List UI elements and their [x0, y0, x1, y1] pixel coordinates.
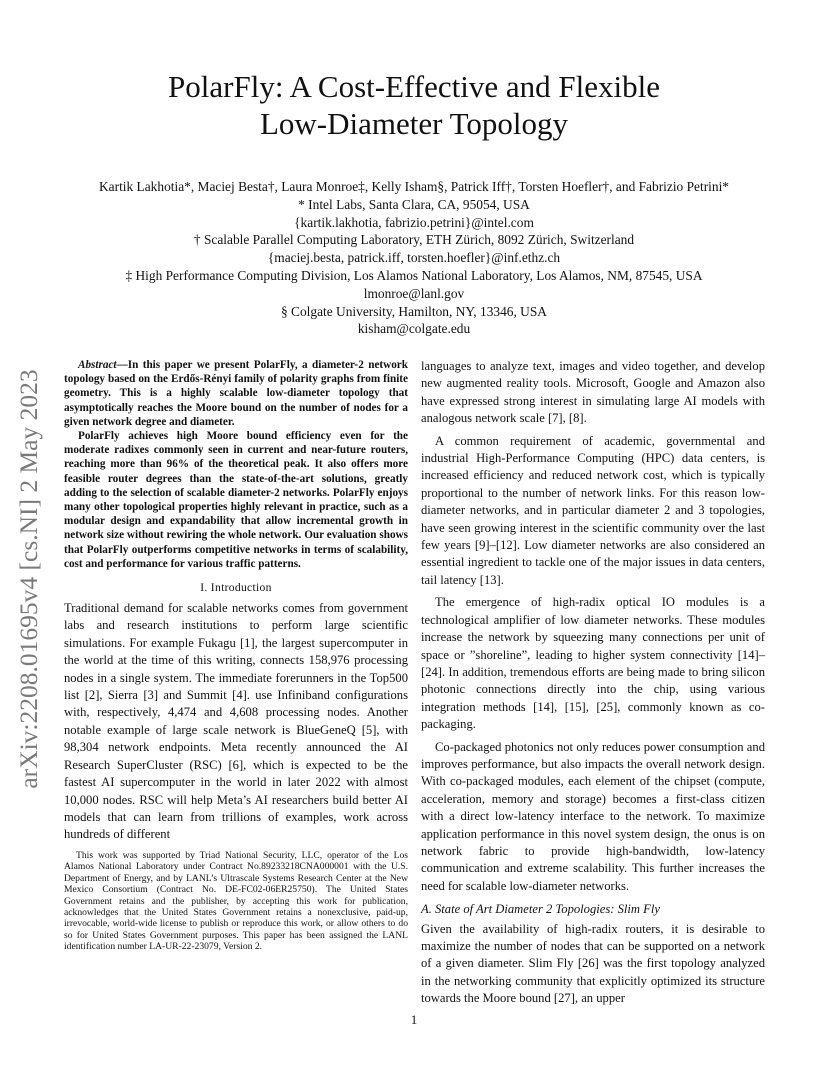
intro-paragraph-continued: languages to analyze text, images and video together, and develop new augmented reality tools. Microsoft, Google and Amazon also have expressed strong interest in simulating large AI models with analogous network scale [7], [8]. — [421, 359, 765, 426]
email-lanl: lmonroe@lanl.gov — [363, 285, 465, 301]
right-column — [421, 358, 765, 1013]
page-number: 1 — [410, 1013, 418, 1027]
abstract — [64, 358, 408, 571]
intro-paragraph-4: Co-packaged photonics not only reduces power consumption and improves performance, but also impacts the overall network design. With co-packaged modules, each element of the chipset (compute, acceleration, memory and storage) becomes a first-class citizen with a direct low-latency interface to the network. To maximize application performance in this novel system design, the onus is on network fabric to provide high-bandwidth, low-latency communication and extreme scalability. This further increases the need for scalable low-diameter networks. — [421, 739, 765, 893]
intro-paragraph-3: The emergence of high-radix optical IO modules is a technological amplifier of low diameter networks. These modules increase the network by squeezing many connections per unit of space or ”shoreline”, leading to higher system connectivity [14]–[24]. In addition, tremendous efforts are being made to bring silicon photonic connections directly into the chip, using various integration methods [14], [15], [25], commonly known as co-packaging. — [421, 595, 765, 732]
author-list: Kartik Lakhotia*, Maciej Besta†, Laura Monroe‡, Kelly Isham§, Patrick Iff†, Torsten Hoefler†, and Fabrizio Petrini* — [99, 179, 729, 194]
arxiv-stamp — [13, 294, 45, 864]
affiliation-intel: * Intel Labs, Santa Clara, CA, 95054, USA — [298, 196, 530, 212]
affiliation-eth: † Scalable Parallel Computing Laboratory, ETH Zürich, 8092 Zürich, Switzerland — [193, 232, 635, 248]
paper-title — [0, 68, 828, 142]
introduction-body-right — [421, 358, 765, 1008]
funding-footnote: This work was supported by Triad National Security, LLC, operator of the Los Alamos National Laboratory under Contract No.89233218CNA000001 with the U.S. Department of Energy, and by LANL’s Ultrascale Systems Research Center at the New Mexico Consortium (Contract No. DE-FC02-06ER25750). The United States Government retains and the publisher, by accepting this work for publication, acknowledges that the United States Government retains a nonexclusive, paid-up, irrevocable, world-wide license to publish or reproduce this work, or allow others to do so for United States Government purposes. This paper has been assigned the LANL identification number LA-UR-22-23079, Version 2. — [64, 850, 408, 953]
intro-paragraph-2: A common requirement of academic, governmental and industrial High-Performance Computing (HPC) data centers, is increased efficiency and reduced network cost, which is typically proportional to the number of network links. For this reason low-diameter networks, and in particular diameter 2 and 3 topologies, have seen growing interest in the scientific community over the last few years [9]–[12]. Low diameter networks are also considered an essential ingredient to tackle one of the major issues in data centers, tail latency [13]. — [421, 433, 765, 587]
affiliation-lanl: ‡ High Performance Computing Division, Los Alamos National Laboratory, Los Alamos, NM, 87545, USA — [125, 267, 703, 283]
subsection-paragraph-1: Given the availability of high-radix routers, it is desirable to maximize the number of nodes that can be supported on a network of a given diameter. Slim Fly [26] was the first topology analyzed in the networking community that explicitly optimized its structure towards the Moore bound [27], an upper — [421, 921, 765, 1006]
introduction-body-left — [64, 600, 408, 844]
title-line-2: Low-Diameter Topology — [259, 106, 569, 141]
title-line-1: PolarFly: A Cost-Effective and Flexible — [168, 69, 660, 104]
email-intel: {kartik.lakhotia, fabrizio.petrini}@intel.com — [294, 214, 534, 230]
abstract-text-1: —In this paper we present PolarFly, a diameter-2 network topology based on the Erdős-Rényi family of polarity graphs from finite geometry. This is a highly scalable low-diameter topology that asymptotically reaches the Moore bound on the number of nodes for a given network degree and diameter. — [64, 359, 408, 428]
abstract-paragraph-2: PolarFly achieves high Moore bound efficiency even for the moderate radixes commonly seen in current and near-future routers, reaching more than 96% of the theoretical peak. It also offers more feasible router degrees than the state-of-the-art solutions, greatly adding to the selection of scalable diameter-2 networks. PolarFly enjoys many other topological properties highly relevant in practice, such as a modular design and expandability that allow incremental growth in network size without rewiring the whole network. Our evaluation shows that PolarFly outperforms competitive networks in terms of scalability, cost and performance for various traffic patterns. — [64, 430, 408, 570]
author-block — [40, 178, 788, 338]
abstract-paragraph-1 — [64, 358, 408, 429]
arxiv-identifier[interactable]: arXiv:2208.01695v4 [cs.NI] 2 May 2023 — [14, 369, 43, 789]
subsection-heading-slim-fly: A. State of Art Diameter 2 Topologies: Slim Fly — [421, 902, 660, 917]
left-column — [64, 358, 408, 849]
abstract-label: Abstract — [78, 359, 117, 371]
intro-paragraph-1: Traditional demand for scalable networks comes from government labs and research institutions to perform large scientific simulations. For example Fukagu [1], the largest supercomputer in the world at the time of this writing, connects 158,976 processing nodes in a single system. The immediate forerunners in the Top500 list [2], Sierra [3] and Summit [4]. use Infiniband configurations with, respectively, 4,474 and 4,608 processing nodes. Another notable example of large scale network is BlueGeneQ [5], with 98,304 network endpoints. Meta recently announced the AI Research SuperCluster (RSC) [6], which is expected to be the fastest AI supercomputer in the world in later 2022 with almost 10,000 nodes. RSC will help Meta’s AI researchers build better AI models that can learn from trillions of examples, work across hundreds of different — [64, 601, 408, 842]
email-eth: {maciej.besta, patrick.iff, torsten.hoefler}@inf.ethz.ch — [267, 250, 561, 266]
affiliation-colgate: § Colgate University, Hamilton, NY, 13346, USA — [281, 303, 547, 319]
email-colgate: kisham@colgate.edu — [357, 321, 471, 337]
section-heading-introduction: I. Introduction — [200, 581, 272, 595]
